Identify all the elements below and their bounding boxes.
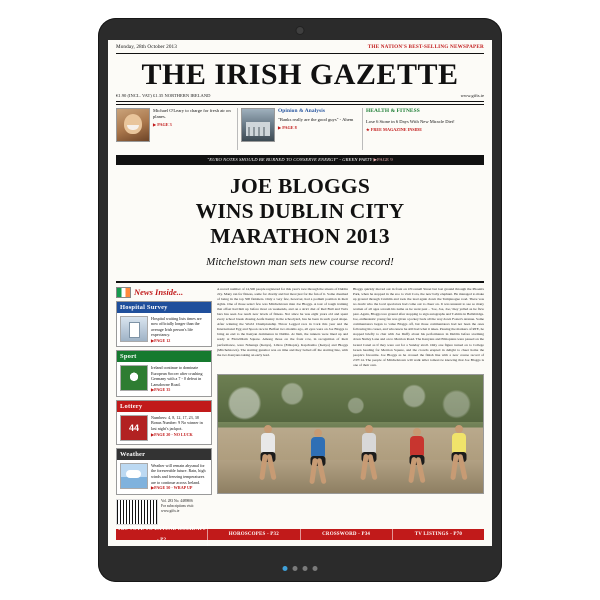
- tablet-frame: [98, 18, 502, 582]
- teaser-page-ref: ▶ PAGE 3: [153, 122, 172, 128]
- article-column-2: Bloggs quickly moved out in front on O'Connell Street but lost ground through the Phoenix Park, when he stopped in the zoo to visit Cora, the new baby elephant. He managed to make up ground through Crumlin and took the lead again down the Templeogue road. There was no doubt who the local spectators had come out to cheer on. It was unusual to see so many women of all ages scream his name as he went past – 'Joe, Joe, Joe,' they yelled as he flew past. Again, Bloggs tore ground after stopping to sign autographs and T-shirts in Ballsbridge. Joe, enthusiastic young fan was given a jockey back all the way down Foster's Avenue. Some commentators began to value Bloggs off, but those commentators had not been the ones following his career, and who knew he still had what it takes. Passing the markers of RTE, he stopped briefly to chat with Joe Duffy about his performance in Dublin before storming down Nutley Lane and on to Merrion Road. The Kenyans and Ethiopians were passed on the Grand Canal as if they were out for a Sunday stroll. Only one figure turned on to College Green heading for Merrion Square, and the crowds erupted in delight to cheer home the people's favourite. Joe Bloggs as he crossed the finish line with a new course record of 2:07:14. The people of Mitchelstown will walk taller tomorrow knowing that Joe Bloggs is one of their own.: [353, 286, 484, 367]
- sidebox-title: Hospital Survey: [117, 302, 211, 313]
- teaser-text: Michael O'Leary to charge for fresh air on planes.: [153, 108, 231, 120]
- sidebox-page-ref: ▶PAGE 20 - NO LUCK: [151, 431, 193, 437]
- runner-figure: [356, 425, 382, 487]
- runner-figure: [305, 429, 331, 491]
- teaser-strip: [108, 105, 492, 153]
- runner-figure: [255, 425, 281, 487]
- sidebox-hospital-survey[interactable]: [116, 301, 212, 348]
- teaser-item[interactable]: [241, 108, 363, 150]
- sidebox-title: Lottery: [117, 401, 211, 412]
- newspaper-title: THE IRISH GAZETTE: [141, 58, 459, 91]
- teaser-item[interactable]: [116, 108, 238, 150]
- page-dot[interactable]: [303, 566, 308, 571]
- teaser-heading: HEALTH & FITNESS: [366, 108, 420, 114]
- sidebox-body: Ireland continue to dominate European Soccer after crushing Germany with a 7 - 0 defeat in Lansdowne Road.: [151, 365, 203, 387]
- page-dot[interactable]: [313, 566, 318, 571]
- marathon-runners-photo: [217, 374, 484, 494]
- teaser-page-ref: ★ FREE MAGAZINE INSIDE: [366, 127, 422, 133]
- publication-date: Monday, 28th October 2013: [116, 44, 177, 50]
- sidebox-title: Weather: [117, 449, 211, 460]
- news-inside-column: [116, 287, 212, 537]
- news-inside-label: News Inside...: [134, 287, 184, 298]
- runner-figure: [404, 428, 430, 490]
- runner-figure: [446, 425, 472, 487]
- teaser-heading: Opinion & Analysis: [278, 108, 326, 114]
- page-indicator-dots[interactable]: [283, 566, 318, 571]
- sidebox-lottery[interactable]: [116, 400, 212, 445]
- teaser-text: "Banks really are the good guys" - Ahem: [278, 117, 354, 123]
- cover-price: €1.90 (INCL. VAT) £1.35 NORTHERN IRELAND: [116, 93, 211, 98]
- weather-photo-icon: [120, 463, 148, 489]
- barcode-icon: [116, 499, 158, 525]
- headline-line-1: JOE BLOGGS: [230, 174, 370, 198]
- portrait-photo-icon: [116, 108, 150, 142]
- quote-banner-page: ▶PAGE 9: [373, 157, 393, 162]
- newspaper-page: [108, 40, 492, 546]
- body-columns: [108, 283, 492, 537]
- irish-flag-icon: [116, 287, 131, 298]
- page-dot-active[interactable]: [283, 566, 288, 571]
- page-dot[interactable]: [293, 566, 298, 571]
- headline-subhead: Mitchelstown man sets new course record!: [206, 255, 394, 268]
- crowd-background: [218, 375, 483, 422]
- imprint-volume: Vol. 283 No. 4489806: [161, 498, 193, 503]
- footer-item-tds[interactable]: TDS VOTE TO EXTEND HOLIDAYS - P2: [116, 524, 208, 546]
- price-row: [108, 93, 492, 101]
- article-column-1: A record number of 14,500 people registered for this year's race through the streets of Dublin city. Many ran for fitness, some for charity and but most just for the fun of it. Some dreamed of being in the top 500 finishers. Only a very few, however, had a podium position in their sights. One of those select few was Mitchelstown man Joe Bloggs. A tour of tough training that offset had him up before most on weekends, and on a strict diet of Red Bull and Twix bars has seen Joe reach new levels of fitness. Not since he was eight years old and spent every school break chasing Aoife Kenny in the schoolyard, has he been in such good shape. After winning the World Championship Throw Legged race in Cork this year and the International Egg and Spoon race in Belfast two months ago, all eyes were on Joe Bloggs to bring an end to the Kenyan dominance in Dublin. At 9am, the runners were lined up and ready at Fitzwilliam Square. Among those on the front row, in recognition of their performance, were Nduanga (Kenya), Libros (Ethiopia), Kapchanbo (Kenya) and Bloggs (Mitchelstown). The starting gunshot was on time and they bolted off the starting line, with the two Kenyans taking an early lead.: [217, 286, 348, 357]
- barcode-block: [116, 499, 212, 525]
- newspaper-tagline: THE NATION'S BEST-SELLING NEWSPAPER: [367, 44, 484, 50]
- sidebox-body: Weather will remain abysmal for the foreseeable future. Rain, high winds and freezing temperatures are to continue across Ireland.: [151, 462, 206, 485]
- headline-block: [108, 165, 492, 275]
- news-inside-header: [116, 287, 212, 298]
- imprint-url[interactable]: www.gifts.ie: [161, 508, 180, 513]
- sidebox-page-ref: ▶PAGE 12: [151, 337, 171, 343]
- footer-teaser-strip: [116, 526, 484, 543]
- tablet-screen: [108, 40, 492, 546]
- imprint-subscriptions: For subscriptions visit:: [161, 503, 194, 508]
- teaser-page-ref: ▶ PAGE 8: [278, 125, 297, 131]
- sidebox-page-ref: ▶PAGE 50 - WRAP UP: [151, 485, 193, 491]
- camera-icon: [297, 27, 304, 34]
- football-photo-icon: [120, 365, 148, 391]
- hospital-photo-icon: [120, 316, 148, 342]
- quote-banner-text: "EURO NOTES SHOULD BE BURNED TO CONSERVE ENERGY" - GREEN PARTY: [207, 157, 373, 162]
- sidebox-weather[interactable]: [116, 448, 212, 495]
- teaser-item[interactable]: [366, 108, 484, 150]
- bank-photo-icon: [241, 108, 275, 142]
- footer-item-crossword[interactable]: CROSSWORD - P34: [301, 529, 393, 540]
- sidebox-body: Numbers: 4, 8, 12, 17, 23, 38 Bonus Number: 9 No winner in last night's jackpot.: [151, 414, 203, 431]
- sidebox-body: Hospital waiting lists times are now officially longer than the average Irish person's life expectancy.: [151, 315, 202, 338]
- article-text: [217, 287, 484, 371]
- footer-item-tv-listings[interactable]: TV LISTINGS - P70: [414, 532, 463, 537]
- quote-banner: [116, 155, 484, 165]
- teaser-text: Lose 6 Stone in 6 Days With New Miracle Diet!: [366, 119, 455, 124]
- sidebox-title: Sport: [117, 351, 211, 362]
- headline-line-3: MARATHON 2013: [210, 223, 390, 248]
- footer-item-horoscopes[interactable]: HOROSCOPES - P32: [208, 529, 300, 540]
- article-column: [217, 287, 484, 537]
- masthead-bar: [108, 40, 492, 52]
- sidebox-page-ref: ▶PAGE 35: [151, 387, 171, 393]
- sidebox-sport[interactable]: [116, 350, 212, 397]
- lotto-ball-icon: 44: [120, 415, 148, 441]
- headline-line-2: WINS DUBLIN CITY: [195, 198, 405, 223]
- website-url[interactable]: www.gifts.ie: [460, 93, 484, 98]
